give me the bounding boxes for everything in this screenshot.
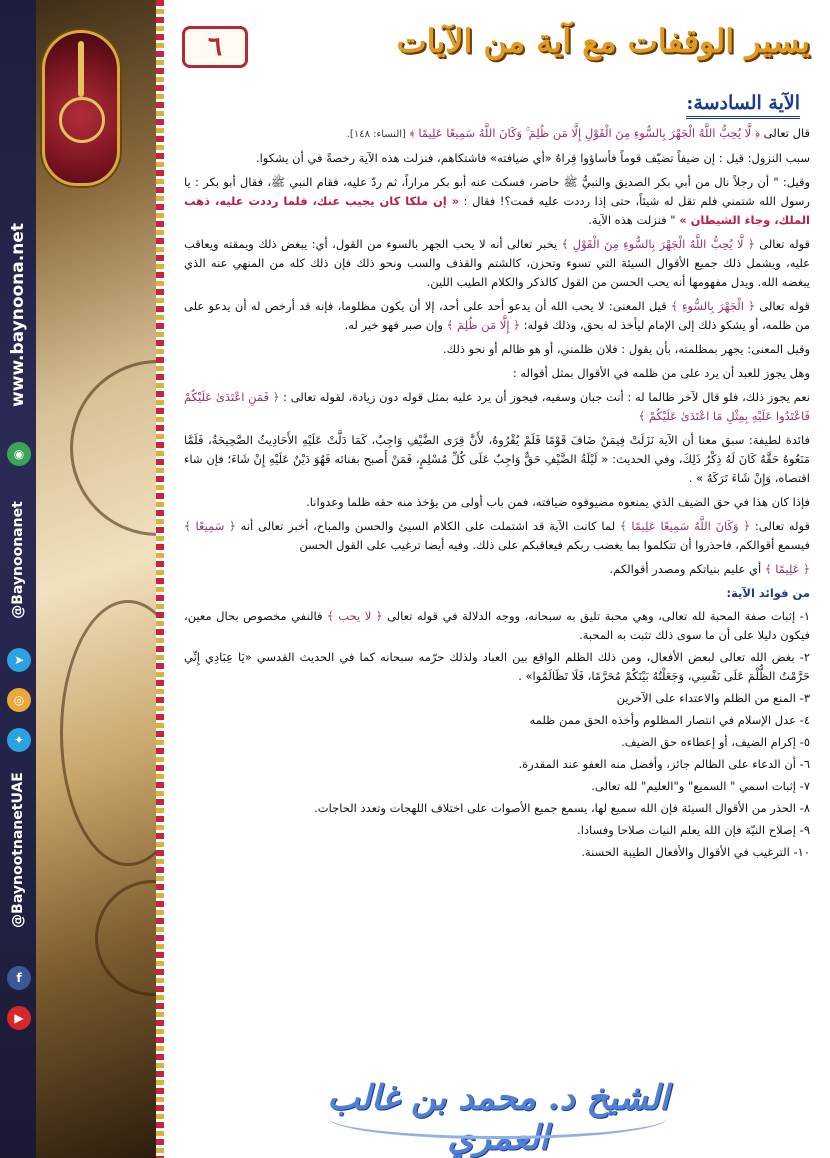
telegram-icon[interactable]: ➤ — [7, 648, 31, 672]
article-page — [168, 0, 824, 1158]
paragraph — [184, 560, 810, 579]
quran-verse: ﴿ فَمَنِ اعْتَدَىٰ عَلَيْكُمْ فَاعْتَدُوا عَلَيْهِ بِمِثْلِ مَا اعْتَدَىٰ عَلَيْكُمْ ﴾ — [184, 390, 810, 423]
baynoona-logo — [42, 30, 120, 186]
instagram-icon[interactable]: ◎ — [7, 688, 31, 712]
text: فالنفي مخصوص بحال معين، فيكون دليلا على أن ما سوى ذلك تثبت به المحبة. — [184, 609, 810, 642]
paragraph — [184, 431, 810, 488]
handle-baynootnanetuae[interactable]: @BaynootnanetUAE — [10, 772, 26, 928]
signature-flourish — [328, 1096, 668, 1139]
benefits-heading: من فوائد الآية: — [726, 586, 810, 600]
quran-verse: ﴿ إِلَّا مَن ظُلِمَ ﴾ — [446, 318, 521, 332]
paragraph: سبب النزول: قيل : إن ضيفاً تضيّف قوماً فأساؤوا قِراهُ «أي ضيافته» فاشتكاهم، فنزلت هذه الآية رخصةً في أن يشكوا. — [255, 151, 810, 165]
paragraph — [184, 517, 810, 555]
list-item: ٣- المنع من الظلم والاعتداء على الآخرين — [616, 691, 810, 705]
page-header — [180, 22, 810, 68]
benefits-list — [184, 607, 810, 862]
list-item: ٦- أن الدعاء على الظالم جائز، وأفضل منه العفو عند المقدرة. — [518, 757, 810, 771]
quran-verse: ﴿ سَمِيعًا ﴾ — [184, 519, 236, 533]
page-title: يسير الوقفات مع آية من الآيات — [396, 22, 810, 60]
text: . — [518, 669, 522, 683]
handle-baynoonanet[interactable]: @Baynoonanet — [10, 501, 26, 619]
list-item: ١٠- الترغيب في الأقوال والأفعال الطيبة الحسنة. — [581, 845, 810, 859]
paragraph: فإذا كان هذا في حق الضيف الذي يمنعوه مضيوفوه ضيافته، فمن باب أولى من يؤخذ منه حقه ظلما وعدوانا. — [306, 495, 810, 509]
author-signature — [318, 1078, 678, 1158]
text: قيل المعنى: لا يحب الله أن يدعو أحد على أحد، إلا أن يكون مظلوما، فإنه قد أرخص له أن يدعو على من ظلمه، أو يشكو ذلك إلى الإمام ليأخذ له بحق، وذلك قوله: — [184, 299, 810, 332]
text: فيسمع أقوالكم، فاحذروا أن تتكلموا بما يغضب ربكم فيعاقبكم على ذلك. وفيه أيضا ترغيب على القول الحسن — [299, 538, 810, 552]
list-item: ٥- إكرام الضيف، أو إعطاءه حق الضيف. — [621, 735, 810, 749]
text: لما كانت الآية قد اشتملت على الكلام السيئ والحسن والمباح، أخبر تعالى أنه — [240, 519, 616, 533]
text: وإن صبر فهو خير له. — [344, 318, 443, 332]
youtube-icon[interactable]: ▶ — [7, 1006, 31, 1030]
episode-number: ٦ — [182, 26, 248, 68]
list-item: ٩- إصلاح النيّة فإن الله يعلم النيات صلاحا وفسادا. — [577, 823, 810, 837]
list-item — [184, 648, 810, 686]
text: وقيل: " أن رجلاً نال من أبي بكر الصديق والنبيُّ ﷺ حاضر، فسكت عنه أبو بكر مراراً، ثم ردّ عليه، فقام النبي ﷺ، فقال أبو بكر : يا رسول الله شتمني فلم تقل له شيئاً، حتى إذا رددت عليه قمت؟! فقال : — [184, 175, 810, 208]
section-title: الآية السادسة: — [686, 92, 800, 119]
hadith-quote: « لَيْلَةُ الضَّيْفِ حَقٌّ وَاجِبٌ عَلَى كُلِّ مُسْلِمٍ، فَمَنْ أَصبح بفنائه فَهُوَ دَيْنٌ عَلَيْهِ إِنْ شَاءَ؛ فإن شاء اقتصاه، وَإِنْ شَاءَ تَرَكَهُ » — [184, 452, 810, 485]
hadith-quote: « إن ملكا كان يجيب عنك، فلما رددت عليه، ذهب الملك، وجاء الشيطان » — [184, 194, 810, 227]
paragraph — [184, 297, 810, 335]
text: . — [688, 471, 693, 485]
calligraphy-curl — [95, 880, 162, 996]
calligraphy-curl — [60, 600, 162, 866]
text: قوله تعالى — [759, 299, 811, 313]
text: نعم يجوز ذلك، فلو قال لآخر ظالما له : أنت جبان وسفيه، فيجوز أن يرد عليه بمثل قوله دون زيادة، لقوله تعالى : — [283, 390, 811, 404]
hadith-quote: «يَا عِبَادِي إِنِّي حَرَّمْتُ الظُّلْمَ عَلَى نَفْسِي، وَجَعَلْتُهُ بَيْنَكُمْ مُحَرَّمًا، فَلَا تَظَالَمُوا» — [184, 650, 810, 683]
text: أي عليم بنياتكم ومصدر أقوالكم. — [609, 562, 762, 576]
quran-verse: ﴿ عَلِيمًا ﴾ — [764, 562, 810, 576]
twitter-icon[interactable]: ✦ — [7, 728, 31, 752]
article-body — [184, 124, 810, 865]
website-link[interactable]: www.baynoona.net — [8, 223, 28, 407]
quran-verse: ﴿ الْجَهْرَ بِالسُّوءِ ﴾ — [670, 299, 755, 313]
text: قوله تعالى — [759, 237, 811, 251]
text: ١- إثبات صفة المحبة لله تعالى، وهي محبة تليق به سبحانه، ووجه الدلالة في قوله تعالى — [387, 609, 811, 623]
paragraph: وهل يجوز للعبد أن يرد على من ظلمه في الأقوال بمثل أقواله : — [512, 366, 810, 380]
text: ٢- بغض الله تعالى لبعض الأفعال، ومن ذلك الظلم الواقع بين العباد ولذلك حرّمه سبحانه كما في الحديث القدسي — [256, 650, 811, 664]
facebook-icon[interactable]: f — [7, 966, 31, 990]
text: " فنزلت هذه الآية. — [588, 213, 676, 227]
text: قوله تعالى: — [754, 519, 810, 533]
social-links — [2, 0, 34, 1158]
quran-verse: ﴿ لَّا يُحِبُّ اللَّهُ الْجَهْرَ بِالسُّوءِ مِنَ الْقَوْلِ إِلَّا مَن ظُلِمَ ۚ وَكَانَ اللَّهُ سَمِيعًا عَلِيمًا ﴾ — [409, 126, 760, 140]
list-item: ٤- عدل الإسلام في انتصار المظلوم وأخذه الحق ممن ظلمه — [529, 713, 810, 727]
text: قال تعالى — [763, 126, 810, 140]
signature-text: الشيخ د. محمد بن غالب العمري — [327, 1078, 669, 1158]
logo-stem — [78, 41, 84, 97]
paragraph — [184, 388, 810, 426]
list-item: ٨- الحذر من الأقوال السيئة فإن الله سميع لها، يسمع جميع الأصوات على اختلاف اللهجات وتعدد الحاجات. — [314, 801, 810, 815]
logo-ring — [59, 97, 105, 143]
paragraph — [184, 173, 810, 230]
list-item — [184, 607, 810, 645]
verse-reference: [النساء: ١٤٨]. — [346, 129, 406, 140]
text: يخبر تعالى أنه لا يحب الجهر بالسوء من القول، أي: يبغض ذلك ويمقته ويعاقب عليه، ويشمل ذلك جميع الأقوال السيئة التي تسوء وتحزن، كالشتم والقذف والسب ونحو ذلك فإن ذلك كله من المنهي عنه الذي يبغضه الله. ويدل مفهومها أنه يحب الحسن من القول كالذكر والكلام الطيب اللين. — [184, 237, 810, 289]
verse-paragraph — [184, 124, 810, 144]
paragraph — [184, 235, 810, 292]
quran-verse: ﴿ لَّا يُحِبُّ اللَّهُ الْجَهْرَ بِالسُّوءِ مِنَ الْقَوْلِ ﴾ — [561, 237, 755, 251]
paragraph: وقيل المعنى: يجهر بمظلمته، بأن يقول : فلان ظلمني، أو هو ظالم أو نحو ذلك. — [443, 342, 810, 356]
text: فائدة لطيفة: سبق معنا أن الآية نَزَلَتْ فِيمَنْ ضَافَ قَوْمًا فَلَمْ يُقْرُوهُ، لأَنَّ قِرَى الضَّيْفِ وَاجِبٌ، كَمَا دَلَّتْ عَلَيْهِ الأَحَادِيثُ الصَّحِيحَةُ، فَلَمَّا مَنَعُوهُ حَقَّهُ كَانَ لَهُ ذِكْرُ ذَلِكَ، وفي الحديث: — [184, 433, 811, 466]
calligraphy-curl — [70, 360, 162, 536]
quran-verse: ﴿ وَكَانَ اللَّهُ سَمِيعًا عَلِيمًا ﴾ — [619, 519, 751, 533]
decorative-border — [156, 0, 164, 1158]
list-item: ٧- إثبات اسمي " السميع" و"العليم" لله تعالى. — [591, 779, 810, 793]
quran-verse: ﴿ لا يحب ﴾ — [327, 609, 383, 623]
decorative-sidebar — [0, 0, 162, 1158]
globe-icon[interactable]: ◉ — [7, 442, 31, 466]
